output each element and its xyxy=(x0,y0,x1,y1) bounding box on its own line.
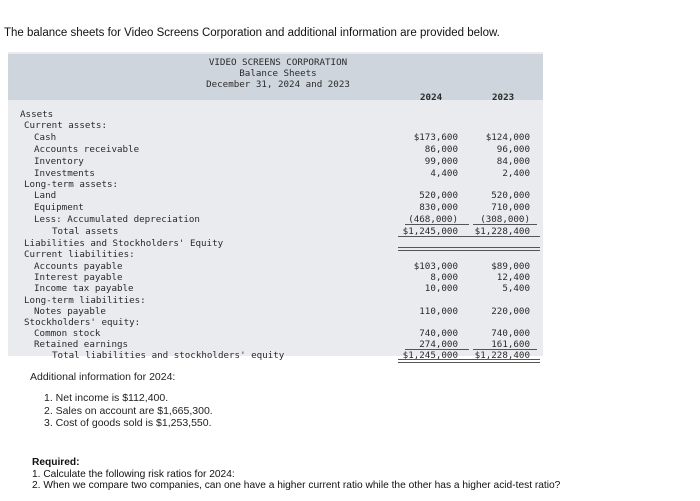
value-2023: $124,000 xyxy=(485,132,530,143)
row-label: Equipment xyxy=(34,202,84,213)
underline xyxy=(473,349,537,350)
double-underline xyxy=(468,247,540,251)
value-2023: 710,000 xyxy=(491,202,530,213)
row-label: Long-term liabilities: xyxy=(24,295,146,306)
row-label: Liabilities and Stockholders' Equity xyxy=(24,238,224,249)
row-label: Common stock xyxy=(34,328,101,339)
row-label: Retained earnings xyxy=(34,339,129,350)
value-2024: 4,400 xyxy=(430,168,458,179)
underline xyxy=(473,224,537,225)
column-header-2024: 2024 xyxy=(420,92,443,103)
underline xyxy=(405,349,469,350)
value-2024: 99,000 xyxy=(424,156,458,167)
row-label: Accounts receivable xyxy=(34,144,140,155)
value-2023: 84,000 xyxy=(496,156,530,167)
intro-text: The balance sheets for Video Screens Corporation and additional information are provided below. xyxy=(4,27,500,39)
value-2024: 86,000 xyxy=(424,144,458,155)
company-name: VIDEO SCREENS CORPORATION xyxy=(208,57,348,68)
value-2024: 520,000 xyxy=(419,190,458,201)
double-underline xyxy=(398,247,470,251)
value-2023: (308,000) xyxy=(480,214,530,225)
row-label: Income tax payable xyxy=(34,283,134,294)
value-2024: $1,245,000 xyxy=(402,350,458,361)
value-2023: 96,000 xyxy=(496,144,530,155)
list-item: 1. Net income is $112,400. xyxy=(44,392,169,404)
required-item: 2. When we compare two companies, can one have a higher current ratio while the other has a higher acid-test ratio? xyxy=(32,480,561,491)
value-2024: 740,000 xyxy=(419,328,458,339)
value-2024: 830,000 xyxy=(419,202,458,213)
value-2023: 12,400 xyxy=(496,272,530,283)
row-label: Interest payable xyxy=(34,272,123,283)
underline xyxy=(398,236,470,237)
value-2024: 10,000 xyxy=(424,283,458,294)
double-underline xyxy=(468,359,540,363)
required-item: 1. Calculate the following risk ratios for 2024: xyxy=(32,468,235,480)
row-label: Current liabilities: xyxy=(24,249,135,260)
value-2023: $89,000 xyxy=(491,261,530,272)
row-label: Cash xyxy=(34,132,57,143)
value-2023: 220,000 xyxy=(491,306,530,317)
value-2023: 161,600 xyxy=(491,339,530,350)
additional-info-list xyxy=(44,392,213,430)
value-2024: 8,000 xyxy=(430,272,458,283)
row-label: Inventory xyxy=(34,156,84,167)
value-2023: 5,400 xyxy=(502,283,530,294)
row-label: Long-term assets: xyxy=(24,179,119,190)
row-label: Total liabilities and stockholders' equity xyxy=(52,350,285,361)
value-2023: $1,228,400 xyxy=(474,350,530,361)
row-label: Total assets xyxy=(52,226,119,237)
value-2024: $103,000 xyxy=(413,261,458,272)
row-label: Accounts payable xyxy=(34,261,123,272)
value-2023: 520,000 xyxy=(491,190,530,201)
balance-sheet xyxy=(8,52,543,361)
underline xyxy=(468,236,540,237)
underline xyxy=(405,224,469,225)
list-item: 3. Cost of goods sold is $1,253,550. xyxy=(44,417,212,429)
required-title: Required: xyxy=(32,457,80,468)
row-label: Less: Accumulated depreciation xyxy=(34,214,200,225)
additional-info-title: Additional information for 2024: xyxy=(30,371,176,383)
double-underline xyxy=(398,359,470,363)
column-header-2023: 2023 xyxy=(492,92,515,103)
statement-date: December 31, 2024 and 2023 xyxy=(206,79,350,90)
row-label: Investments xyxy=(34,168,95,179)
row-label: Notes payable xyxy=(34,306,106,317)
value-2023: 2,400 xyxy=(502,168,530,179)
value-2023: $1,228,400 xyxy=(474,226,530,237)
value-2024: 274,000 xyxy=(419,339,458,350)
required-section xyxy=(32,457,560,492)
value-2024: $173,600 xyxy=(413,132,458,143)
value-2024: 110,000 xyxy=(419,306,458,317)
value-2024: (468,000) xyxy=(408,214,458,225)
row-label: Stockholders' equity: xyxy=(24,317,141,328)
value-2024: $1,245,000 xyxy=(402,226,458,237)
statement-title: Balance Sheets xyxy=(239,68,317,79)
value-2023: 740,000 xyxy=(491,328,530,339)
row-label: Assets xyxy=(20,109,54,120)
row-label: Current assets: xyxy=(24,120,107,131)
list-item: 2. Sales on account are $1,665,300. xyxy=(44,404,213,417)
row-label: Land xyxy=(34,190,57,201)
